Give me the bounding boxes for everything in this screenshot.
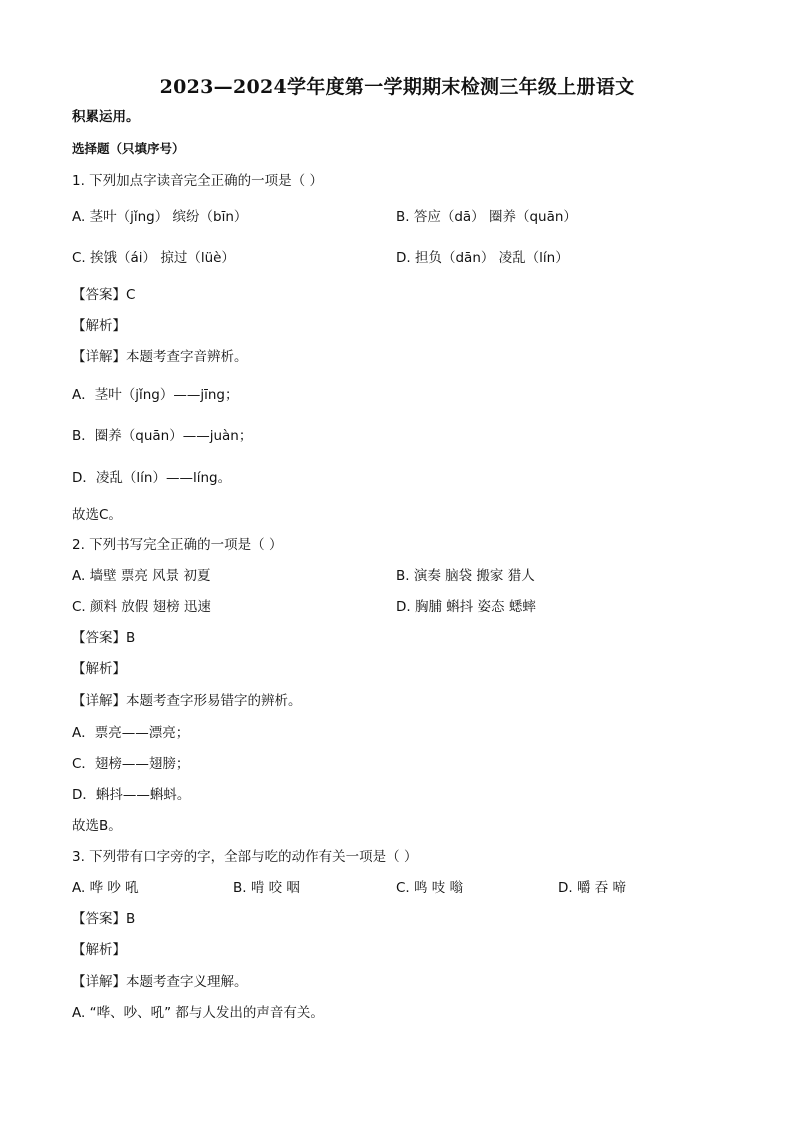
q3-answer: 【答案】B bbox=[72, 911, 136, 927]
q3-option-d: D. 嚼 吞 啼 bbox=[558, 880, 627, 896]
q2-analysis: 【解析】 bbox=[72, 661, 126, 677]
q3-option-c: C. 鸣 吱 嗡 bbox=[396, 880, 464, 896]
q2-detail-line: D．蝌抖——蝌蚪。 bbox=[72, 787, 191, 803]
q2-option-c: C. 颜料 放假 翅榜 迅速 bbox=[72, 599, 211, 615]
q1-detail-line: D．凌乱（lín）——líng。 bbox=[72, 470, 232, 486]
q2-option-a: A. 墙壁 票亮 风景 初夏 bbox=[72, 568, 211, 584]
q2-detail-line: A．票亮——漂亮； bbox=[72, 725, 190, 741]
q3-analysis: 【解析】 bbox=[72, 942, 126, 958]
q1-answer: 【答案】C bbox=[72, 287, 136, 303]
q2-detail-line: C．翅榜——翅膀； bbox=[72, 756, 190, 772]
section-heading: 积累运用。 bbox=[72, 109, 140, 125]
q2-option-b: B. 演奏 脑袋 搬家 猎人 bbox=[396, 568, 535, 584]
page-title: 2023—2024学年度第一学期期末检测三年级上册语文 bbox=[159, 76, 635, 98]
q1-detail-line: A．茎叶（jǐng）——jīng； bbox=[72, 387, 239, 403]
q1-detail: 【详解】本题考查字音辨析。 bbox=[72, 349, 248, 365]
q3-stem: 3. 下列带有口字旁的字，全部与吃的动作有关一项是（ ） bbox=[72, 849, 418, 865]
q2-conclusion: 故选B。 bbox=[72, 818, 122, 834]
q3-option-b: B. 啃 咬 咽 bbox=[233, 880, 300, 896]
q3-option-a: A. 哗 吵 吼 bbox=[72, 880, 139, 896]
q3-detail-line: A. “哗、吵、吼” 都与人发出的声音有关。 bbox=[72, 1005, 324, 1021]
q1-option-a: A. 茎叶（jǐng） 缤纷（bīn） bbox=[72, 209, 248, 225]
q1-analysis: 【解析】 bbox=[72, 318, 126, 334]
q2-detail: 【详解】本题考查字形易错字的辨析。 bbox=[72, 693, 302, 709]
q2-option-d: D. 胸脯 蝌抖 姿态 蟋蟀 bbox=[396, 599, 536, 615]
q2-stem: 2. 下列书写完全正确的一项是（ ） bbox=[72, 537, 283, 553]
q1-option-b: B. 答应（dā） 圈养（quān） bbox=[396, 209, 577, 225]
q2-answer: 【答案】B bbox=[72, 630, 136, 646]
q1-option-c: C. 挨饿（ái） 掠过（lüè） bbox=[72, 250, 235, 266]
q1-stem: 1. 下列加点字读音完全正确的一项是（ ） bbox=[72, 173, 323, 189]
q1-option-d: D. 担负（dān） 凌乱（lín） bbox=[396, 250, 569, 266]
q1-detail-line: B．圈养（quān）——juàn； bbox=[72, 428, 253, 444]
q3-detail: 【详解】本题考查字义理解。 bbox=[72, 974, 248, 990]
subsection-heading: 选择题（只填序号） bbox=[72, 141, 185, 156]
q1-conclusion: 故选C。 bbox=[72, 507, 122, 523]
